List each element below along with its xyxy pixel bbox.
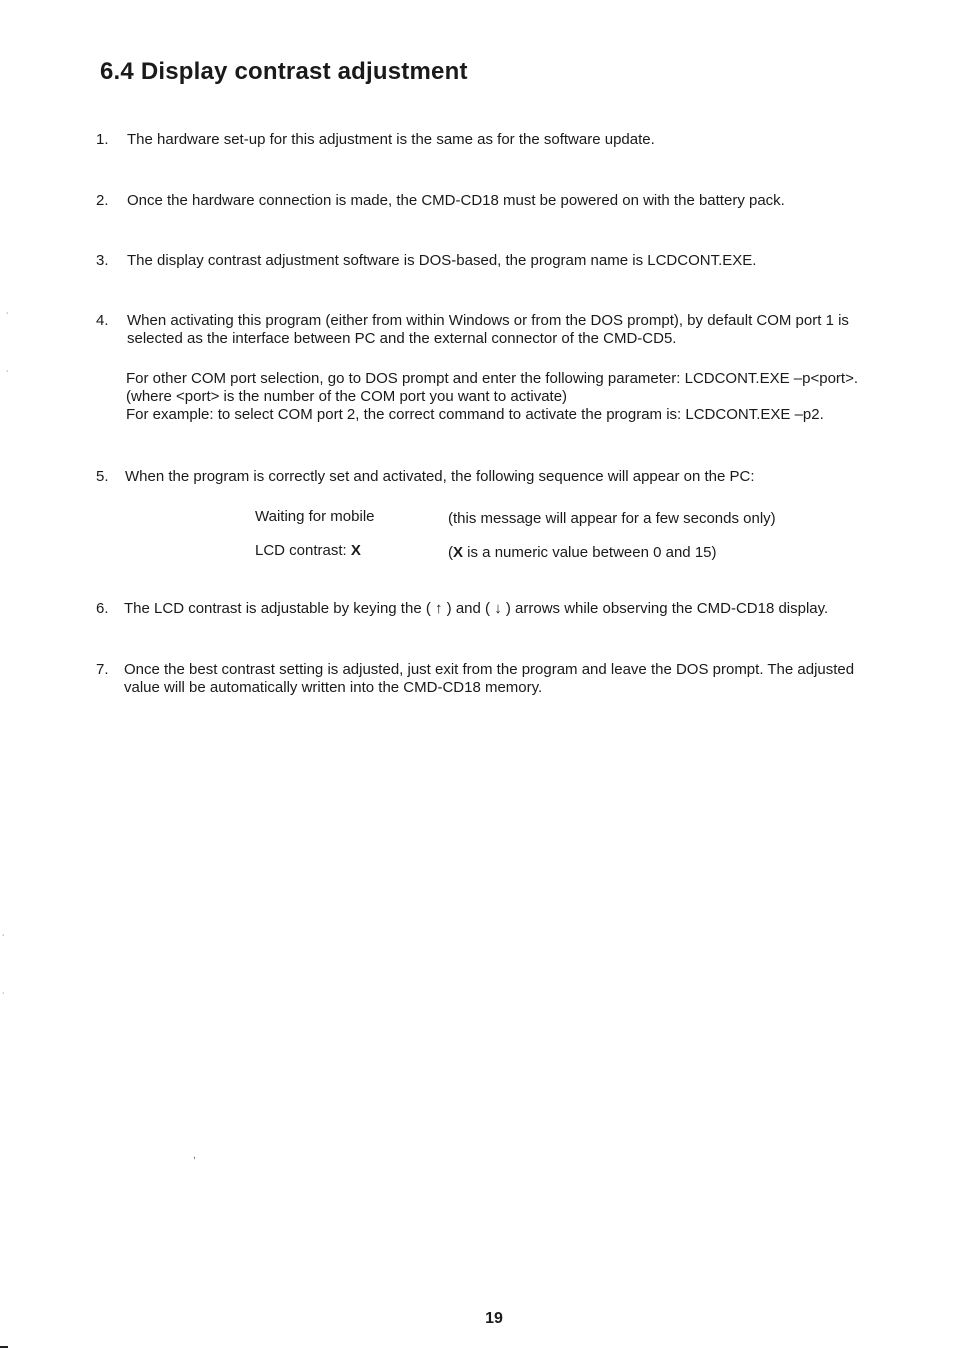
- list-item-number: 6.: [96, 600, 109, 617]
- list-item-3: [96, 252, 916, 270]
- list-item-1: [96, 131, 916, 149]
- contrast-variable: X: [453, 544, 464, 561]
- list-item-text: [124, 600, 926, 618]
- sequence-message-waiting: Waiting for mobile: [255, 508, 375, 525]
- sequence-message-contrast: [255, 542, 361, 560]
- scan-mark: ˙: [2, 934, 6, 945]
- contrast-label: LCD contrast:: [255, 542, 351, 559]
- list-item-number: 3.: [96, 252, 109, 269]
- list-item-number: 2.: [96, 192, 109, 209]
- list-item-2: [96, 192, 916, 210]
- list-item-text: When the program is correctly set and activated, the following sequence will appear on the PC:: [125, 468, 755, 485]
- down-arrow-icon: ↓: [494, 600, 502, 617]
- list-item-number: 5.: [96, 468, 109, 485]
- list-item-text: [127, 312, 916, 348]
- note-line: (where <port> is the number of the COM port you want to activate): [126, 388, 568, 405]
- contrast-variable: X: [350, 542, 361, 559]
- scan-mark: ˙: [6, 312, 10, 323]
- paren-open: (: [448, 544, 453, 561]
- scan-mark: ˙: [6, 370, 10, 381]
- list-item-text-line: selected as the interface between PC and the external connector of the CMD-CD5.: [127, 330, 677, 347]
- list-item-text: The display contrast adjustment software is DOS-based, the program name is LCDCONT.EXE.: [127, 252, 757, 269]
- list-item-text: [124, 661, 926, 697]
- scan-mark: ,: [193, 1150, 196, 1161]
- list-item-4: [96, 312, 916, 348]
- list-item-number: 7.: [96, 661, 109, 678]
- scan-mark: ˙: [2, 992, 6, 1003]
- contrast-range-text: is a numeric value between 0 and 15): [463, 544, 717, 561]
- edge-mark: [0, 1346, 8, 1348]
- page-number: 19: [485, 1310, 503, 1327]
- page-title: 6.4 Display contrast adjustment: [100, 58, 468, 85]
- list-item-text-line: Once the best contrast setting is adjusted, just exit from the program and leave the DOS prompt. The adjusted: [124, 661, 855, 678]
- list-item-text-line: value will be automatically written into the CMD-CD18 memory.: [124, 679, 543, 696]
- text-fragment: The LCD contrast is adjustable by keying the (: [124, 600, 431, 617]
- sequence-note-waiting: (this message will appear for a few seconds only): [448, 510, 776, 527]
- up-arrow-icon: ↑: [435, 600, 443, 617]
- list-item-7: [96, 661, 926, 697]
- list-item-number: 4.: [96, 312, 109, 329]
- list-item-text-line: When activating this program (either from within Windows or from the DOS prompt), by default COM port 1 is: [127, 312, 849, 329]
- list-item-text: The hardware set-up for this adjustment is the same as for the software update.: [127, 131, 655, 148]
- note-line: For other COM port selection, go to DOS prompt and enter the following parameter: LCDCONT.EXE –p<port>.: [126, 370, 859, 387]
- com-port-note: [126, 370, 926, 424]
- text-fragment: ) and (: [446, 600, 491, 617]
- list-item-5: [96, 468, 916, 486]
- list-item-text: Once the hardware connection is made, the CMD-CD18 must be powered on with the battery pack.: [127, 192, 785, 209]
- list-item-number: 1.: [96, 131, 109, 148]
- note-line: For example: to select COM port 2, the correct command to activate the program is: LCDCONT.EXE –p2.: [126, 406, 824, 423]
- text-fragment: ) arrows while observing the CMD-CD18 display.: [505, 600, 829, 617]
- sequence-note-contrast: [448, 544, 717, 562]
- list-item-6: [96, 600, 926, 618]
